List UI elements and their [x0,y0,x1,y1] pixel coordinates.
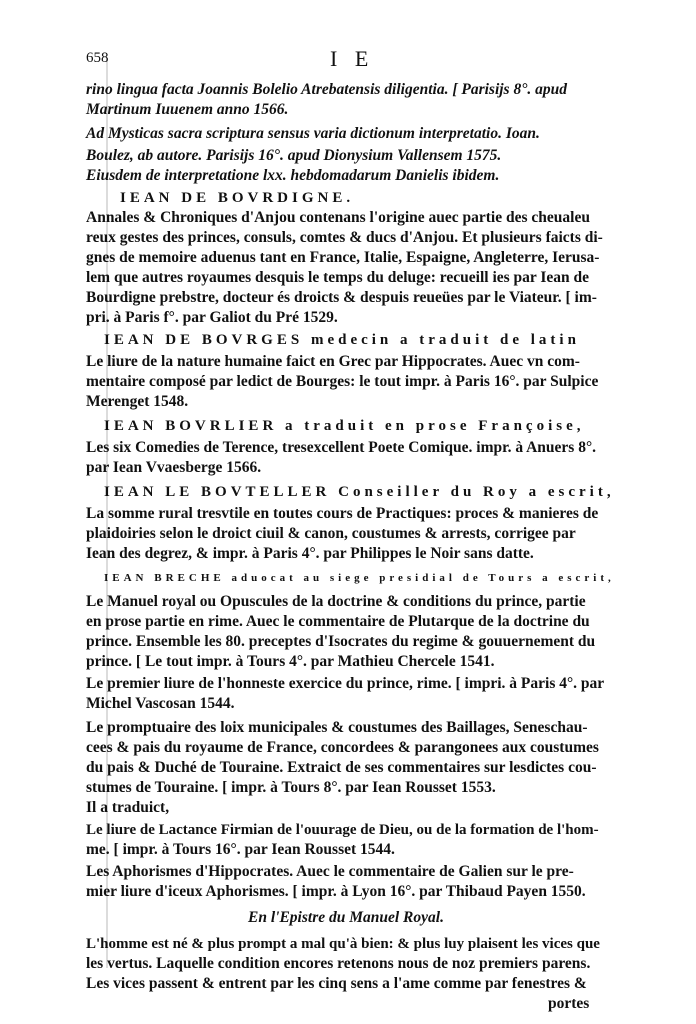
text-line: prince. Ensemble les 80. preceptes d'Isocrates du regime & gouuernement du [86,633,596,650]
text-line: Le liure de la nature humaine faict en Grec par Hippocrates. Auec vn com- [86,353,580,370]
text-line: les vertus. Laquelle condition encores retenons nous de noz premiers parens. [86,955,591,972]
text-line: Les Aphorismes d'Hippocrates. Auec le commentaire de Galien sur le pre- [86,863,574,880]
text-line: cees & pais du royaume de France, concordees & parangonees aux coustumes [86,739,599,756]
text-line: Le liure de Lactance Firmian de l'ouurage de Dieu, ou de la formation de l'hom- [86,822,599,838]
text-line: mentaire composé par ledict de Bourges: le tout impr. à Paris 16°. par Sulpice [86,373,599,390]
author-heading: IEAN DE BOVRDIGNE. [120,190,355,206]
author-heading: IEAN DE BOVRGES medecin a traduit de latin [104,332,580,348]
text-line: Le promptuaire des loix municipales & coustumes des Baillages, Seneschau- [86,719,588,736]
text-line: me. [ impr. à Tours 16°. par Iean Rousset 1544. [86,841,395,858]
text-line: Le premier liure de l'honneste exercice du prince, rime. [ impri. à Paris 4°. par [86,675,605,692]
text-line: L'homme est né & plus prompt a mal qu'à bien: & plus luy plaisent les vices que [86,936,600,952]
author-heading: IEAN BRECHE aduocat au siege presidial de Tours a escrit, [104,572,615,584]
text-line: rino lingua facta Joannis Bolelio Atrebatensis diligentia. [ Parisijs 8°. apud [86,81,568,98]
author-heading: IEAN LE BOVTELLER Conseiller du Roy a escrit, [104,484,615,500]
text-line: Michel Vascosan 1544. [86,695,235,712]
text-line: en prose partie en rime. Auec le commentaire de Plutarque de la doctrine du [86,613,590,630]
text-line: mier liure d'iceux Aphorismes. [ impr. à Lyon 16°. par Thibaud Payen 1550. [86,883,586,900]
text-line: Ad Mysticas sacra scriptura sensus varia dictionum interpretatio. Ioan. [86,125,540,142]
text-line: lem que autres royaumes desquis le temps du deluge: recueill ies par Iean de [86,269,590,286]
text-line: Iean des degrez, & impr. à Paris 4°. par Philippes le Noir sans datte. [86,545,534,562]
text-line: Merenget 1548. [86,393,189,410]
text-line: Martinum Iuuenem anno 1566. [86,101,289,118]
text-line: Annales & Chroniques d'Anjou contenans l'origine auec partie des cheualeu [86,209,590,226]
text-line: La somme rural tresvtile en toutes cours de Practiques: proces & manieres de [86,505,599,522]
text-line: Eiusdem de interpretatione lxx. hebdomadarum Danielis ibidem. [86,167,500,184]
text-line: Boulez, ab autore. Parisijs 16°. apud Dionysium Vallensem 1575. [86,147,502,164]
section-heading: En l'Epistre du Manuel Royal. [248,909,444,926]
running-head: I E [330,46,375,71]
text-line: stumes de Touraine. [ impr. à Tours 8°. par Iean Rousset 1553. [86,779,496,796]
text-line: reux gestes des princes, consuls, comtes & ducs d'Anjou. Et plusieurs faicts di- [86,229,603,246]
author-heading: IEAN BOVRLIER a traduit en prose Françoise, [104,418,585,434]
text-line: du pais & Duché de Touraine. Extraict de ses commentaires sur lesdictes cou- [86,759,597,776]
text-line: prince. [ Le tout impr. à Tours 4°. par Mathieu Chercele 1541. [86,653,495,670]
text-line: plaidoiries selon le droict ciuil & canon, coustumes & arrests, corrigee par [86,525,576,542]
text-line: pri. à Paris f°. par Galiot du Pré 1529. [86,309,338,326]
text-line: Il a traduict, [86,799,170,816]
catchword: portes [548,995,590,1012]
page-number: 658 [86,50,109,66]
text-line: par Iean Vvaesberge 1566. [86,459,262,476]
text-line: Les six Comedies de Terence, tresexcellent Poete Comique. impr. à Anuers 8°. [86,439,597,456]
text-line: Les vices passent & entrent par les cinq sens a l'ame comme par fenestres & [86,975,587,992]
text-line: Bourdigne prebstre, docteur és droicts & despuis reueües par le Viateur. [ im- [86,289,597,306]
text-line: Le Manuel royal ou Opuscules de la doctrine & conditions du prince, partie [86,593,586,610]
text-line: gnes de memoire aduenus tant en France, Italie, Espaigne, Angleterre, Ierusa- [86,249,600,266]
